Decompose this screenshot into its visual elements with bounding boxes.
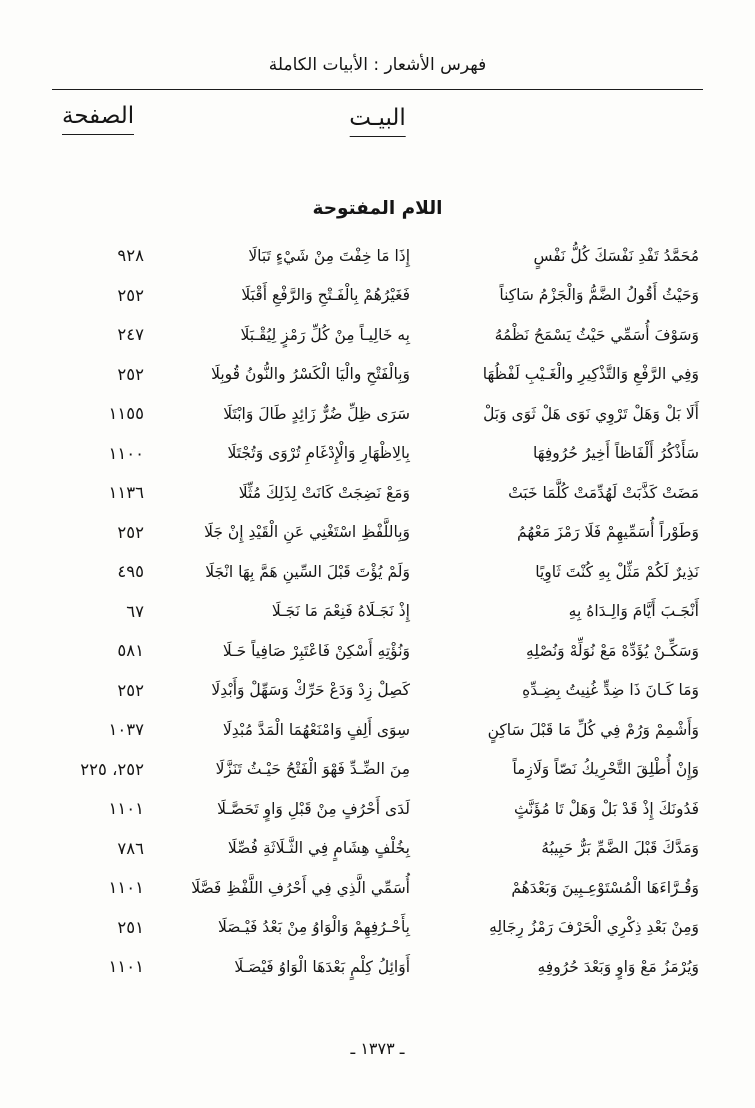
verse-first-hemistich: وَمِنْ بَعْدِ ذِكْرِي الْحَرْفَ رَمْزُ رِجَالِهِ <box>489 918 699 937</box>
verse-second-hemistich: أَوَائِلُ كِلْمٍ بَعْدَهَا الْوَاوُ فَيْصَـلَا <box>234 957 410 976</box>
table-row <box>56 828 699 868</box>
page-number: ١١٣٦ <box>108 483 144 503</box>
table-row <box>56 552 699 592</box>
table-row <box>56 512 699 552</box>
verse-first-hemistich: وَحَيْثُ أَقُولُ الضَّمُّ وَالْجَزْمُ سَاكِناً <box>499 286 699 305</box>
page-number: ٢٥٢ <box>117 285 144 305</box>
table-row <box>56 749 699 789</box>
verse-second-hemistich: بِه خَالِيـاً مِنْ كُلِّ رَمْزٍ لِيُقْـبَلَا <box>240 325 410 344</box>
table-row <box>56 789 699 829</box>
document-header-title: فهرس الأشعار : الأبيات الكاملة <box>268 55 487 75</box>
verse-first-hemistich: وَسَوْفَ أُسَمِّي حَيْثُ يَسْمَحُ نَظْمُهُ <box>494 325 699 344</box>
verse-second-hemistich: بِخُلْفٍ هِشَامٍ فِي الثَّـلَاثَةِ فُصِّلَا <box>227 839 410 858</box>
table-row <box>56 868 699 908</box>
page-number: ٢٥٢، ٢٢٥ <box>80 759 144 779</box>
table-row <box>56 433 699 473</box>
verse-first-hemistich: أَلَا بَلْ وَهَلْ تَرْوِي نَوَى هَلْ ثَوَى وَبَلْ <box>483 404 699 423</box>
page-number: ٧٨٦ <box>117 838 144 858</box>
verse-second-hemistich: إِذْ نَجَـلَاهُ فَنِعْمَ مَا نَجَـلَا <box>271 602 410 621</box>
table-row <box>56 670 699 710</box>
verse-first-hemistich: وَمَا كَـانَ ذَا ضِدٍّ غُنِيتُ بِضِـدِّهِ <box>522 681 699 700</box>
verse-second-hemistich: سَرَى ظِلِّ ضُرٌّ زَائِدٍ طَالَ وَابْتَلَا <box>223 404 410 423</box>
verse-table <box>56 236 699 987</box>
verse-second-hemistich: سِوَى أَلِفٍ وَامْنَعْهُمَا الْمَدَّ مُبْدِلَا <box>222 720 410 739</box>
table-row <box>56 947 699 987</box>
verse-first-hemistich: نَذِيرٌ لَكُمْ مَثِّلْ بِهِ كُنْتَ ثَاوِيًا <box>535 562 699 581</box>
verse-second-hemistich: وَلَمْ يُؤْتَ قَبْلَ السِّينِ هَمَّ بِهَا انْجَلَا <box>205 562 410 581</box>
page-number: ٩٢٨ <box>117 246 144 266</box>
verse-second-hemistich: بِالِاظْهَارِ وَالْإِدْغَامِ تُرْوَى وَتُجْتَلَا <box>227 444 410 463</box>
verse-second-hemistich: وَمَعْ نَضِجَتْ كَانَتْ لِذَلِكَ مُثِّلَا <box>238 483 410 502</box>
verse-second-hemistich: وَبِاللَّفْظِ اسْتَغْنِي عَنِ الْقَيْدِ إِنْ جَلَا <box>204 523 410 542</box>
page-number: ٢٤٧ <box>117 325 144 345</box>
page-number: ١٠٣٧ <box>108 720 144 740</box>
footer-page-number: ـ ١٣٧٣ ـ <box>350 1039 405 1058</box>
page-number: ٢٥١ <box>117 917 144 937</box>
verse-first-hemistich: مُحَمَّدُ تَفْدِ نَفْسَكَ كُلُّ نَفْسٍ <box>533 246 699 265</box>
table-row <box>56 236 699 276</box>
table-row <box>56 591 699 631</box>
verse-first-hemistich: وَقُـرَّاءَهَا الْمُسْتَوْعِـبِينَ وَبَعْدَهُمْ <box>511 878 699 897</box>
page-number: ٥٨١ <box>117 641 144 661</box>
verse-first-hemistich: وَأَشْمِمْ وَرُمْ فِي كُلِّ مَا قَبْلَ سَاكِنٍ <box>487 720 699 739</box>
table-row <box>56 275 699 315</box>
table-row <box>56 394 699 434</box>
verse-second-hemistich: وَبِالْفَتْحِ والْيَا الْكَسْرُ والنُّونُ قُوبِلَا <box>211 365 410 384</box>
verse-second-hemistich: وَنُؤْتِهِ أَسْكِنْ فَاعْتَبِرْ صَافِياً حَـلَا <box>222 641 410 660</box>
verse-first-hemistich: وَسَكِّـنْ يُؤَدِّهْ مَعْ نُوَلِّهْ وَنُصْلِهِ <box>525 641 699 660</box>
page-number: ٢٥٢ <box>117 680 144 700</box>
table-row <box>56 473 699 513</box>
verse-second-hemistich: لَدَى أَحْرُفٍ مِنْ قَبْلِ وَاوٍ تَحَصَّـلَا <box>217 799 410 818</box>
verse-first-hemistich: وَإِنْ أُطْلِقَ التَّحْرِيكُ نَصّاً وَلَازِماً <box>512 760 699 779</box>
table-row <box>56 710 699 750</box>
column-header-page: الصفحة <box>62 102 134 135</box>
verse-first-hemistich: أَنْجَـبَ أَيَّامَ وَالِـدَاهُ بِهِ <box>568 602 699 621</box>
page-number: ١١٠١ <box>108 957 144 977</box>
page-number: ٢٥٢ <box>117 522 144 542</box>
table-row <box>56 354 699 394</box>
verse-first-hemistich: وَفِي الرَّفْعِ وَالتَّذْكِيرِ والْغَـيْبِ لَفْظُهَا <box>482 365 699 384</box>
page-number: ١١٠١ <box>108 799 144 819</box>
table-row <box>56 907 699 947</box>
page-number: ٤٩٥ <box>117 562 144 582</box>
page-number: ٢٥٢ <box>117 364 144 384</box>
verse-second-hemistich: بِأَحْـرُفِهِمْ وَالْوَاوُ مِنْ بَعْدُ فَيْـصَلَا <box>218 918 410 937</box>
page-number: ١١٥٥ <box>108 404 144 424</box>
table-row <box>56 631 699 671</box>
column-header-verse: البيـت <box>349 104 406 137</box>
page-number: ١١٠٠ <box>108 443 144 463</box>
verse-first-hemistich: وَيُرْمَزُ مَعْ وَاوٍ وَبَعْدَ حُرُوفِهِ <box>537 957 699 976</box>
verse-first-hemistich: وَمَدَّكَ قَبْلَ الضَّمِّ بَرٌّ حَبِيبُهُ <box>541 839 699 858</box>
verse-first-hemistich: وَطَوْراً أُسَمِّيهِمْ فَلَا رَمْزَ مَعْهُمُ <box>517 523 699 542</box>
verse-second-hemistich: إِذَا مَا خِفْتَ مِنْ شَيْءٍ تَبَالَا <box>248 246 410 265</box>
section-title: اللام المفتوحة <box>312 197 443 219</box>
table-row <box>56 315 699 355</box>
header-rule <box>52 89 703 90</box>
verse-second-hemistich: فَغَيْرُهُمْ بِالْفَـتْحِ وَالرَّفْعِ أَقْبَلَا <box>241 286 410 305</box>
page-number: ١١٠١ <box>108 878 144 898</box>
column-headers <box>56 98 699 154</box>
verse-second-hemistich: كَصِلْ زِدْ وَدَعْ حَرِّكْ وَسَهِّلْ وَأَبْدِلَا <box>211 681 410 700</box>
verse-second-hemistich: أُسَمِّي الَّذِي فِي أَحْرُفِ اللَّفْظِ فَصَّلَا <box>191 878 410 897</box>
verse-first-hemistich: سَأَذْكُرُ أَلْفَاظاً أَخِيرُ حُرُوفِهَا <box>533 444 699 463</box>
verse-first-hemistich: فَدُونَكَ إِذْ قَدْ بَلْ وَهَلْ تَا مُؤَنَّثٍ <box>513 799 699 818</box>
verse-first-hemistich: مَضَتْ كَذَّبَتْ لَهُدِّمَتْ كُلَّمَا خَبَتْ <box>508 483 699 502</box>
verse-second-hemistich: مِنَ الضِّـدِّ فَهْوَ الْفَتْحُ حَيْـثُ تَنَزَّلَا <box>215 760 410 779</box>
page-number: ٦٧ <box>126 601 144 621</box>
